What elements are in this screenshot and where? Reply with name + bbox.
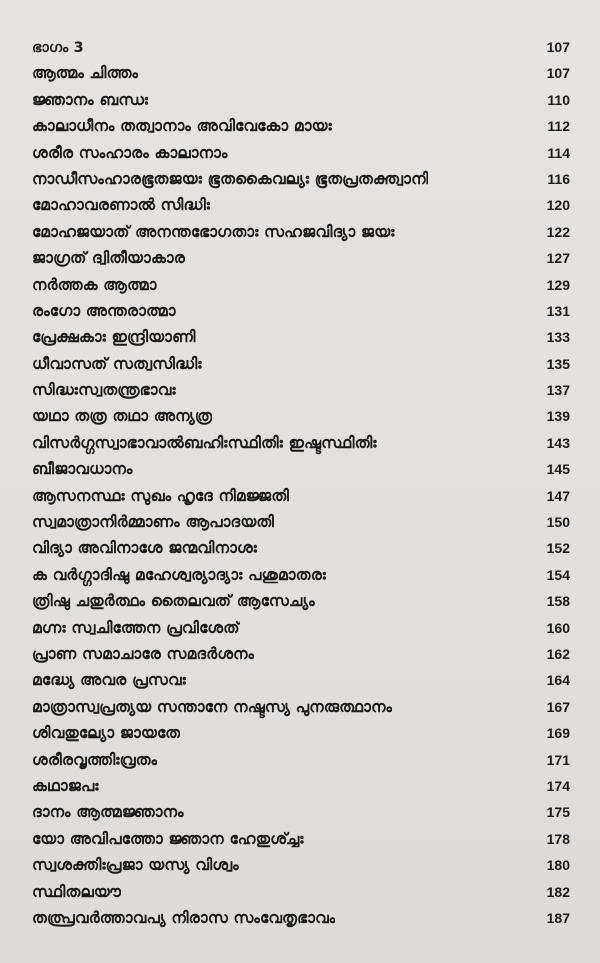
toc-entry [32, 60, 576, 86]
toc-entry [32, 826, 576, 852]
toc-entry [32, 588, 576, 614]
toc-entry [32, 799, 576, 825]
toc-entry [32, 535, 576, 561]
section-page-number: 107 [546, 39, 570, 55]
toc-entry [32, 324, 576, 350]
toc-entry-page-number: 120 [546, 197, 570, 214]
toc-entry [32, 245, 576, 271]
toc-entry-title: വിദ്യാ അവിനാശേ ജന്മവിനാശഃ [32, 539, 258, 558]
toc-entry-page-number: 167 [546, 698, 570, 715]
table-of-contents [32, 34, 576, 931]
toc-entry-page-number: 145 [546, 461, 570, 478]
toc-entry-page-number: 160 [546, 619, 570, 636]
toc-entry-page-number: 110 [547, 91, 570, 108]
toc-entry [32, 694, 576, 720]
toc-entry-title: സ്ഥിതലയൗ [32, 882, 122, 901]
toc-entry [32, 456, 576, 482]
toc-entry-title: ബീജാവധാനം [32, 460, 133, 479]
toc-entry-title: ജാഗ്രത് ദ്വിതീയാകാര [32, 249, 186, 268]
toc-entry-page-number: 162 [546, 645, 570, 662]
toc-entry-page-number: 112 [547, 118, 570, 135]
toc-entry-title: ദാനം ആത്മജ്ഞാനം [32, 803, 184, 822]
toc-entry-page-number: 137 [546, 382, 570, 399]
toc-entry [32, 351, 576, 377]
toc-entry [32, 747, 576, 773]
toc-entry-title: ത്രിഷു ചതുർത്ഥം തൈലവത് ആസേച്യം [32, 592, 315, 611]
toc-entry [32, 667, 576, 693]
toc-entry-page-number: 187 [546, 909, 570, 926]
toc-entry [32, 562, 576, 588]
toc-entry-title: ജ്ഞാനം ബന്ധഃ [32, 90, 149, 109]
toc-entry-title: നർത്തക ആത്മാ [32, 275, 157, 294]
toc-entry [32, 87, 576, 113]
toc-entry [32, 403, 576, 429]
toc-entry [32, 113, 576, 139]
toc-entry [32, 298, 576, 324]
toc-entry-page-number: 152 [546, 540, 570, 557]
toc-entry [32, 219, 576, 245]
toc-entry [32, 773, 576, 799]
toc-entry-page-number: 129 [546, 276, 570, 293]
toc-entry-title: തത്പ്രവർത്താവപ്യ നിരാസ സംവേതൃഭാവം [32, 908, 336, 927]
toc-entry-title: മോഹജയാത് അനന്തഭോഗതാഃ സഹജവിദ്യാ ജയഃ [32, 222, 395, 241]
toc-entry-page-number: 135 [546, 355, 570, 372]
toc-entry-page-number: 154 [546, 566, 570, 583]
toc-entry-title: പ്രാണ സമാചാരേ സമദർശനം [32, 644, 255, 663]
toc-entry-title: യഥാ തത്ര തഥാ അന്യത്ര [32, 407, 213, 426]
toc-entry [32, 272, 576, 298]
toc-entry-page-number: 182 [546, 883, 570, 900]
toc-entry [32, 192, 576, 218]
toc-entry-page-number: 158 [546, 593, 570, 610]
toc-entry [32, 905, 576, 931]
toc-entry-title: കഥാജപഃ [32, 776, 99, 795]
toc-entry-title: മാത്രാസ്വപ്രത്യയ സന്താനേ നഷ്ടസ്യ പുനരുത്ഥാനം [32, 697, 393, 716]
toc-entry-page-number: 178 [546, 830, 570, 847]
toc-entry [32, 615, 576, 641]
toc-entry-title: ശരീര സംഹാരം കാലാനാം [32, 143, 228, 162]
toc-entry-title: കാലാധീനം തത്വാനാം അവിവേകോ മായഃ [32, 117, 332, 136]
toc-entry-page-number: 175 [546, 804, 570, 821]
toc-entry [32, 641, 576, 667]
section-heading-row [32, 34, 576, 60]
toc-entry [32, 377, 576, 403]
toc-entry-page-number: 114 [547, 144, 570, 161]
toc-entry-page-number: 131 [546, 302, 570, 319]
toc-entry-page-number: 122 [546, 223, 570, 240]
toc-entry-page-number: 171 [546, 751, 570, 768]
toc-entry-page-number: 107 [546, 65, 570, 82]
toc-entry-title: നാഡീസംഹാരഭൂതജയഃ ഭൂതകൈവല്യഃ ഭൂതപ്രതക്ത്വാനി [32, 169, 429, 188]
toc-entry-page-number: 143 [546, 434, 570, 451]
toc-entry-title: ക വർഗ്ഗാദിഷു മഹേശ്വര്യാദ്യാഃ പശുമാതരഃ [32, 565, 327, 584]
toc-entry-title: മദ്ധ്യേ അവര പ്രസവഃ [32, 671, 187, 690]
toc-entry-title: ആസനസ്ഥഃ സുഖം ഹൃദേ നിമജ്ജതി [32, 486, 290, 505]
toc-entry [32, 166, 576, 192]
toc-entry [32, 879, 576, 905]
toc-entry-title: സിദ്ധഃസ്വതന്ത്രഭാവഃ [32, 381, 176, 400]
toc-entry-page-number: 133 [546, 329, 570, 346]
toc-entry-title: രംഗോ അന്തരാത്മാ [32, 301, 176, 320]
toc-entry-page-number: 116 [547, 170, 570, 187]
toc-entry-page-number: 147 [546, 487, 570, 504]
toc-entry-title: ധീവാസത് സത്വസിദ്ധിഃ [32, 354, 202, 373]
toc-entry-title: മഗ്നഃ സ്വചിത്തേന പ്രവിശേത് [32, 618, 240, 637]
toc-entry-page-number: 127 [546, 250, 570, 267]
toc-entry [32, 140, 576, 166]
toc-entry-title: ശിവതുല്യോ ജായതേ [32, 724, 181, 743]
toc-entry [32, 720, 576, 746]
section-heading: ഭാഗം 3 [32, 40, 84, 56]
toc-entry-page-number: 174 [546, 777, 570, 794]
toc-entry-title: വിസർഗ്ഗസ്വാഭാവാൽബഹിഃസ്ഥിതിഃ ഇഷ്ടസ്ഥിതിഃ [32, 433, 377, 452]
toc-entry-title: മോഹാവരണാൽ സിദ്ധിഃ [32, 196, 211, 215]
toc-entry-title: ആത്മം ചിത്തം [32, 64, 139, 83]
toc-entry-page-number: 180 [546, 857, 570, 874]
toc-entry-title: സ്വമാത്രാനിർമ്മാണം ആപാദയതി [32, 513, 275, 532]
toc-entry [32, 483, 576, 509]
toc-entry [32, 852, 576, 878]
toc-entry-title: പ്രേക്ഷകാഃ ഇന്ദ്രിയാണി [32, 328, 196, 347]
toc-entry-page-number: 169 [546, 725, 570, 742]
toc-entry-page-number: 139 [546, 408, 570, 425]
toc-entry [32, 430, 576, 456]
toc-entry-title: ശരീരവൃത്തിഃവ്രതം [32, 750, 158, 769]
toc-entry-page-number: 150 [546, 514, 570, 531]
toc-entry-title: യോ അവിപത്തോ ജ്ഞാന ഹേതുശ്ച്ചഃ [32, 829, 304, 848]
toc-entry-page-number: 164 [546, 672, 570, 689]
toc-entry [32, 509, 576, 535]
toc-entry-title: സ്വശക്തിഃപ്രജാ യസ്യ വിശ്വം [32, 856, 239, 875]
